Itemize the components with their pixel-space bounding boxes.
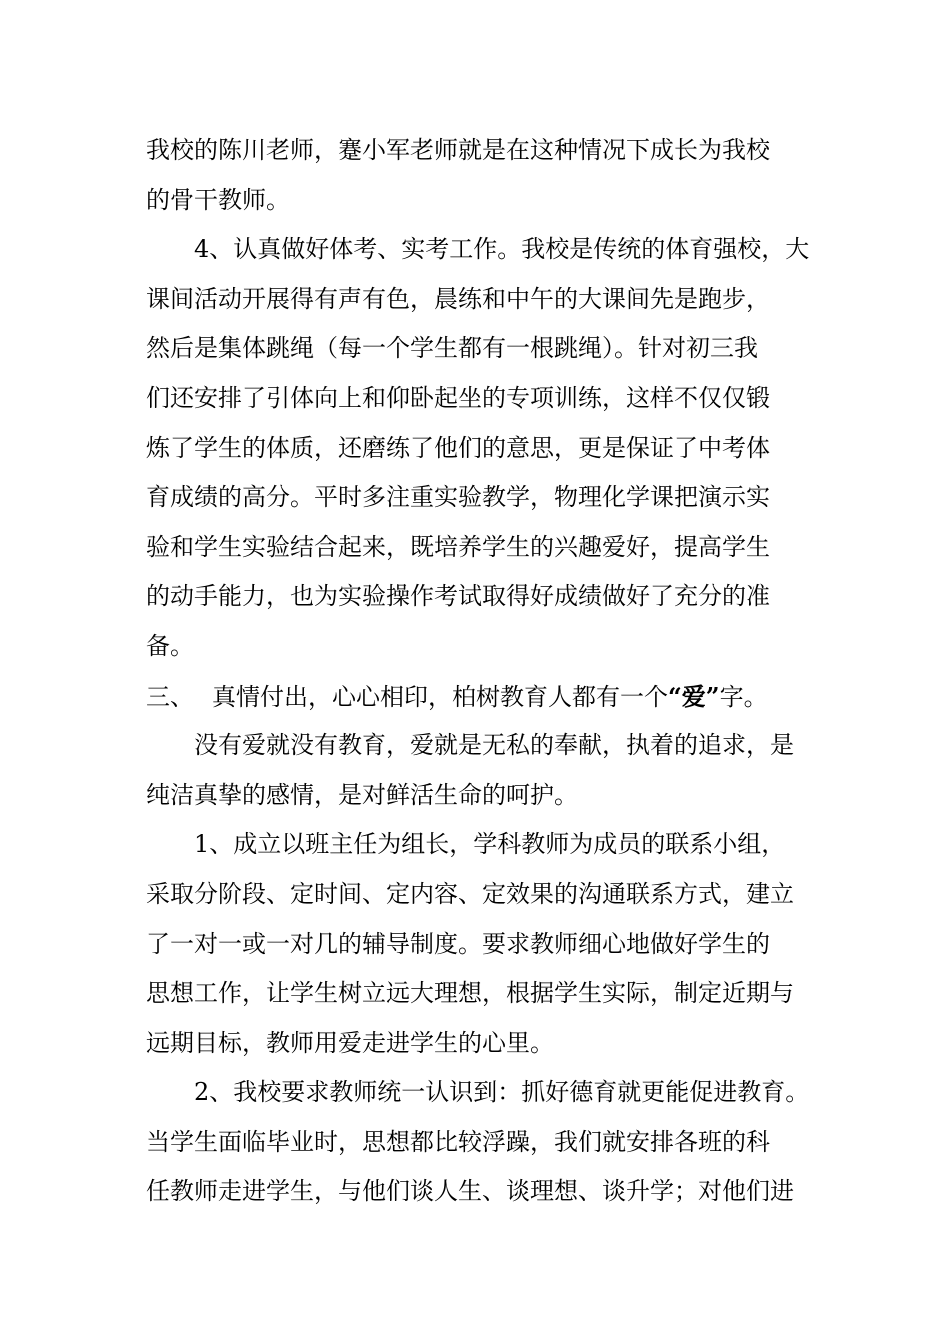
section-heading-suffix: 字。 bbox=[719, 682, 768, 711]
text-line: 当学生面临毕业时，思想都比较浮躁，我们就安排各班的科 bbox=[146, 1127, 770, 1156]
text-line: 2、我校要求教师统一认识到：抓好德育就更能促进教育。 bbox=[194, 1078, 810, 1107]
text-line: 没有爱就没有教育，爱就是无私的奉献，执着的追求，是 bbox=[194, 731, 794, 760]
text-line: 任教师走进学生，与他们谈人生、谈理想、谈升学；对他们进 bbox=[146, 1177, 794, 1206]
text-line: 然后是集体跳绳（每一个学生都有一根跳绳）。针对初三我 bbox=[146, 334, 758, 363]
text-line: 采取分阶段、定时间、定内容、定效果的沟通联系方式，建立 bbox=[146, 879, 794, 908]
section-heading bbox=[146, 672, 826, 722]
text-line: 课间活动开展得有声有色，晨练和中午的大课间先是跑步， bbox=[146, 284, 770, 313]
document-body bbox=[146, 126, 826, 1217]
text-line: 验和学生实验结合起来，既培养学生的兴趣爱好，提高学生 bbox=[146, 532, 770, 561]
text-line: 了一对一或一对几的辅导制度。要求教师细心地做好学生的 bbox=[146, 929, 770, 958]
text-line: 炼了学生的体质，还磨练了他们的意思，更是保证了中考体 bbox=[146, 433, 770, 462]
text-line: 4、认真做好体考、实考工作。我校是传统的体育强校，大 bbox=[194, 235, 810, 264]
text-line: 们还安排了引体向上和仰卧起坐的专项训练，这样不仅仅锻 bbox=[146, 383, 770, 412]
text-line: 远期目标，教师用爱走进学生的心里。 bbox=[146, 1028, 554, 1057]
text-line: 纯洁真挚的感情，是对鲜活生命的呵护。 bbox=[146, 780, 578, 809]
text-line: 的骨干教师。 bbox=[146, 185, 290, 214]
text-line: 育成绩的高分。平时多注重实验教学，物理化学课把演示实 bbox=[146, 483, 770, 512]
text-line: 思想工作，让学生树立远大理想，根据学生实际，制定近期与 bbox=[146, 979, 794, 1008]
text-line: 的动手能力，也为实验操作考试取得好成绩做好了充分的准 bbox=[146, 582, 770, 611]
section-number: 三、 bbox=[146, 682, 194, 711]
text-line: 1、成立以班主任为组长，学科教师为成员的联系小组， bbox=[194, 830, 786, 859]
text-line: 我校的陈川老师，蹇小军老师就是在这种情况下成长为我校 bbox=[146, 136, 770, 164]
section-heading-emphasis: “爱” bbox=[668, 681, 720, 711]
text-line: 备。 bbox=[146, 631, 194, 660]
section-heading-text: 真情付出，心心相印，柏树教育人都有一个 bbox=[212, 682, 668, 711]
